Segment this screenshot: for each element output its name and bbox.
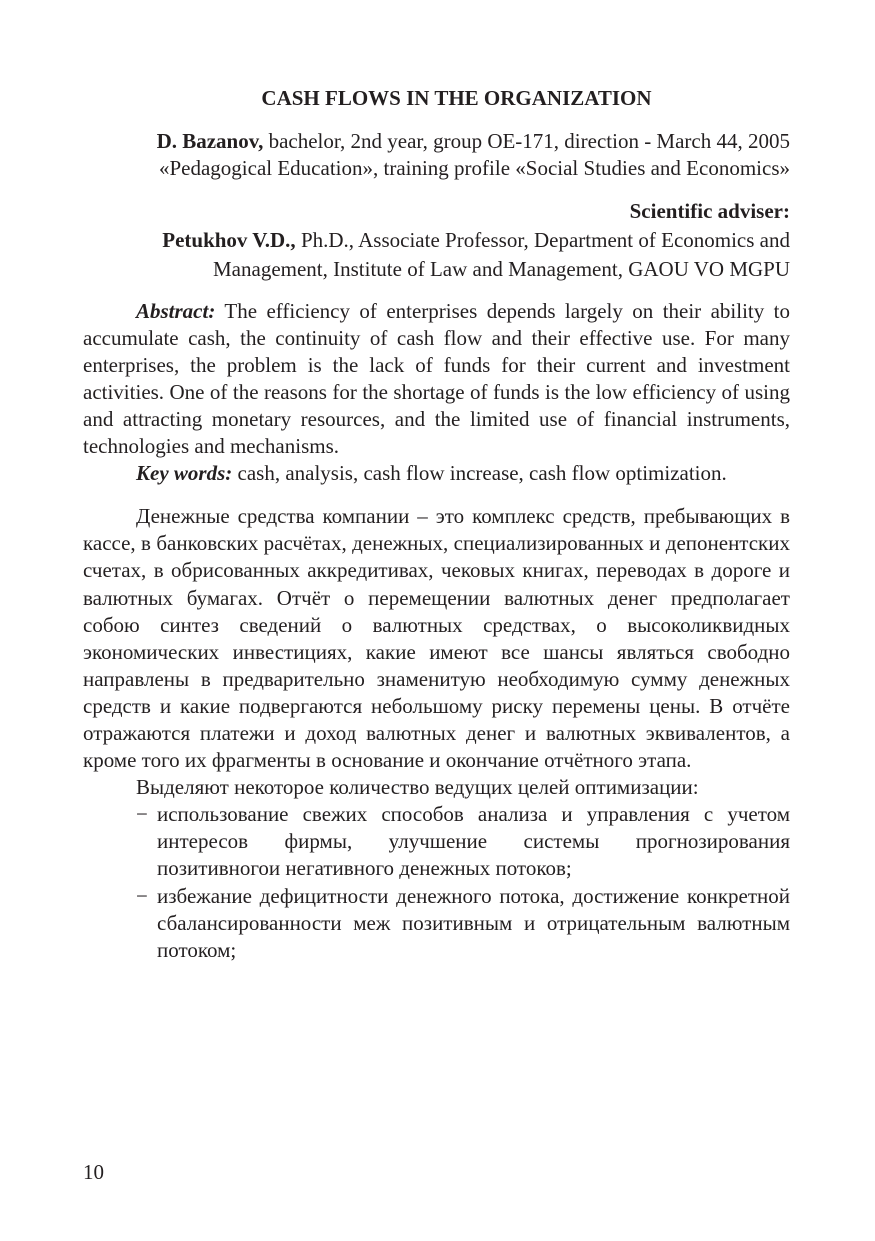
advisor-heading: Scientific adviser: bbox=[629, 198, 790, 223]
goals-intro: Выделяют некоторое количество ведущих целей оптимизации: bbox=[136, 775, 699, 800]
keywords-label: Key words: bbox=[136, 461, 233, 486]
advisor-name: Petukhov V.D., bbox=[162, 227, 296, 252]
list-marker: − bbox=[136, 883, 148, 908]
article-title: CASH FLOWS IN THE ORGANIZATION bbox=[261, 86, 652, 110]
body-paragraph: Денежные средства компании – это комплекс средств, пребывающих в кассе, в банковских расчётах, денежных, специализированных и депонентских счетах, в обрисованных аккредитивах, чековых книгах, переводах в дороге и валютных бумагах. Отчёт о перемещении валютных денег предполагает собою синтез сведений о валютных средствах, о высоколиквидных экономических инвестициях, какие имеют все шансы являться свободно направлены в предварительно знаменитую необходимую сумму денежных средств и какие подвергаются небольшому риску перемены цены. В отчёте отражаются платежи и доход валютных денег и валютных эквивалентов, а кроме того их фрагменты в основание и окончание отчётного этапа. bbox=[83, 504, 790, 773]
list-item-text: использование свежих способов анализа и управления с учетом интересов фирмы, улучшение системы прогнозирования позитивногои негативного денежных потоков; bbox=[157, 802, 790, 881]
author-details: bachelor, 2nd year, group OE-171, direction - March 44, 2005 «Pedagogical Education», training profile «Social Studies and Economics» bbox=[158, 129, 790, 181]
list-item-text: избежание дефицитности денежного потока, достижение конкретной сбалансированности меж позитивным и отрицательным валютным потоком; bbox=[157, 883, 790, 962]
goals-list bbox=[83, 801, 790, 964]
abstract-section bbox=[83, 298, 790, 488]
advisor-details: Ph.D., Associate Professor, Department of Economics and Management, Institute of Law and Management, GAOU VO MGPU bbox=[213, 227, 790, 281]
author-info bbox=[83, 128, 790, 183]
body-section bbox=[83, 503, 790, 964]
keywords-text: cash, analysis, cash flow increase, cash flow optimization. bbox=[232, 461, 727, 486]
page-number: 10 bbox=[83, 1160, 104, 1184]
list-marker: − bbox=[136, 802, 148, 827]
author-name: D. Bazanov, bbox=[156, 129, 264, 153]
abstract-text: The efficiency of enterprises depends largely on their ability to accumulate cash, the continuity of cash flow and their effective use. For many enterprises, the problem is the lack of funds for their current and investment activities. One of the reasons for the shortage of funds is the low efficiency of using and attracting monetary resources, and the limited use of financial instruments, technologies and mechanisms. bbox=[83, 298, 790, 459]
keywords-paragraph bbox=[83, 460, 790, 487]
abstract-label: Abstract: bbox=[136, 298, 216, 323]
list-item bbox=[83, 801, 790, 882]
advisor-info bbox=[83, 197, 790, 284]
abstract-paragraph bbox=[83, 298, 790, 461]
list-item bbox=[83, 883, 790, 964]
page-content bbox=[83, 84, 790, 964]
